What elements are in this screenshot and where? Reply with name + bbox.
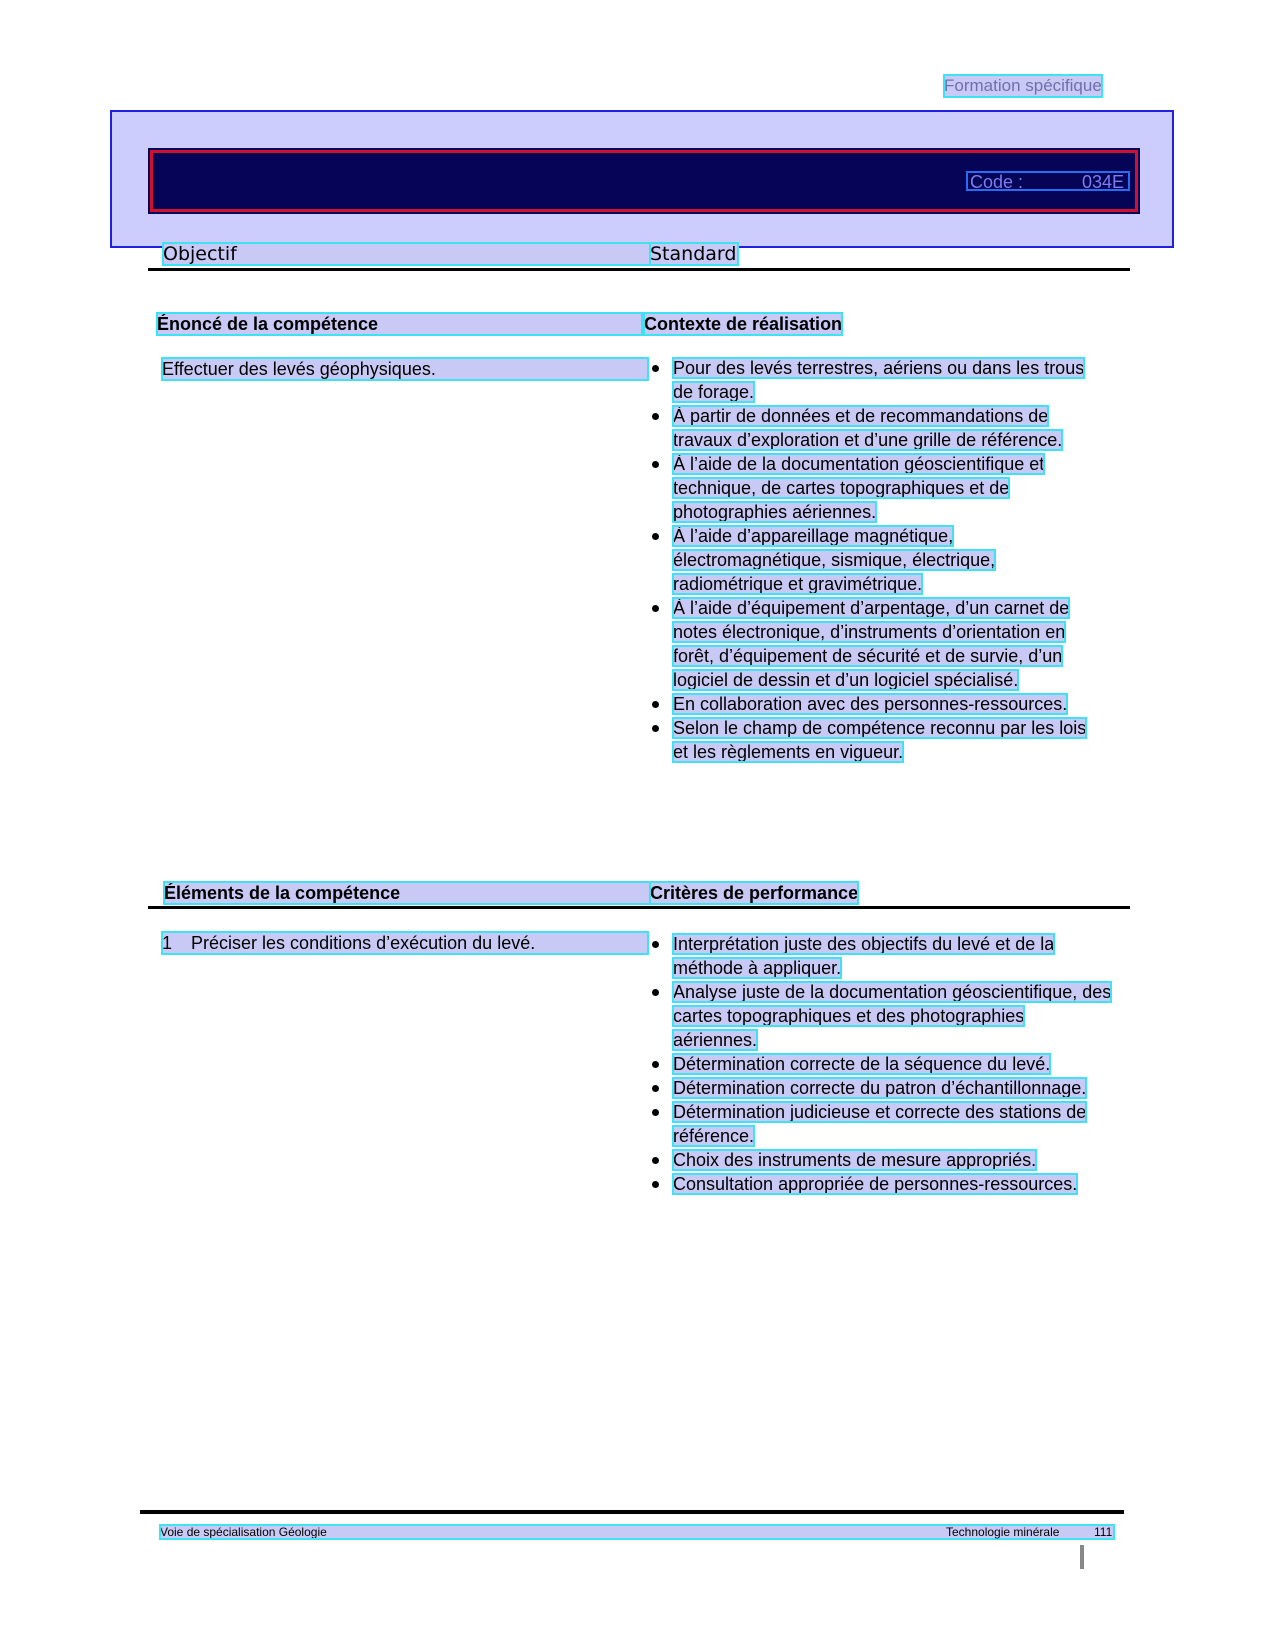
list-item-text: À partir de données et de recommandations de travaux d’exploration et d’une grille de référence.	[673, 406, 1063, 450]
bullet-icon	[652, 461, 659, 468]
list-item	[673, 596, 1103, 692]
bullet-icon	[652, 725, 659, 732]
column-title-objective-text: Objectif	[163, 243, 237, 265]
bullet-icon	[652, 533, 659, 540]
list-item	[673, 1052, 1113, 1076]
list-item-text: À l’aide de la documentation géoscientifique et technique, de cartes topographiques et de photographies aériennes.	[673, 454, 1045, 522]
document-section-label: Formation spécifique	[944, 76, 1102, 95]
bullet-icon	[652, 1181, 659, 1188]
competence-statement-text: Effectuer des levés géophysiques.	[162, 359, 436, 379]
statement-heading	[157, 313, 642, 335]
bullet-icon	[652, 1109, 659, 1116]
bullet-icon	[652, 1157, 659, 1164]
column-title-standard: Standard	[650, 243, 737, 265]
bullet-icon	[652, 701, 659, 708]
list-item-text: Détermination correcte de la séquence du levé.	[673, 1054, 1051, 1074]
code-label: Code :	[970, 172, 1024, 192]
elements-rule	[148, 906, 1130, 909]
list-item-text: À l’aide d’appareillage magnétique, électromagnétique, sismique, électrique, radiométrique et gravimétrique.	[673, 526, 996, 594]
criteria-heading: Critères de performance	[650, 883, 859, 903]
list-item	[673, 1100, 1113, 1148]
footer-left-text: Voie de spécialisation Géologie	[160, 1525, 327, 1539]
code-value: 034E	[1082, 172, 1125, 192]
element-row	[162, 932, 648, 954]
bullet-icon	[652, 941, 659, 948]
header-rule	[148, 268, 1130, 271]
list-item	[673, 692, 1103, 716]
footer-rule	[140, 1510, 1124, 1514]
bullet-icon	[652, 413, 659, 420]
list-item	[673, 1172, 1113, 1196]
statement-heading-text: Énoncé de la compétence	[157, 314, 379, 334]
list-item	[673, 1076, 1113, 1100]
list-item	[673, 980, 1113, 1052]
list-item	[673, 524, 1103, 596]
criteria-list	[673, 932, 1113, 1196]
list-item	[673, 932, 1113, 980]
list-item-text: En collaboration avec des personnes-ressources.	[673, 694, 1068, 714]
elements-heading-text: Éléments de la compétence	[164, 883, 401, 903]
footer-page-number: 111	[1094, 1525, 1113, 1539]
list-item-text: À l’aide d’équipement d’arpentage, d’un carnet de notes électronique, d’instruments d’orientation en forêt, d’équipement de sécurité et de survie, d’un logiciel de dessin et d’un logiciel spécialisé.	[673, 598, 1070, 690]
list-item	[673, 1148, 1113, 1172]
list-item-text: Analyse juste de la documentation géoscientifique, des cartes topographiques et des photographies aériennes.	[673, 982, 1112, 1050]
list-item-text: Pour des levés terrestres, aériens ou dans les trous de forage.	[673, 358, 1085, 402]
list-item-text: Détermination correcte du patron d’échantillonnage.	[673, 1078, 1087, 1098]
list-item-text: Selon le champ de compétence reconnu par les lois et les règlements en vigueur.	[673, 718, 1087, 762]
list-item	[673, 356, 1103, 404]
bullet-icon	[652, 989, 659, 996]
list-item-text: Détermination judicieuse et correcte des stations de référence.	[673, 1102, 1087, 1146]
list-item-text: Interprétation juste des objectifs du levé et de la méthode à appliquer.	[673, 934, 1055, 978]
list-item-text: Choix des instruments de mesure appropriés.	[673, 1150, 1037, 1170]
elements-heading	[164, 882, 650, 904]
context-list	[673, 356, 1103, 764]
list-item	[673, 452, 1103, 524]
list-item-text: Consultation appropriée de personnes-ressources.	[673, 1174, 1078, 1194]
competence-statement	[162, 358, 648, 380]
context-heading: Contexte de réalisation	[644, 314, 843, 334]
bullet-icon	[652, 1061, 659, 1068]
list-item	[673, 404, 1103, 452]
bullet-icon	[652, 605, 659, 612]
footer-right-text: Technologie minérale	[946, 1525, 1060, 1539]
bullet-icon	[652, 365, 659, 372]
list-item	[673, 716, 1103, 764]
page-marker	[1080, 1545, 1084, 1569]
element-text: Préciser les conditions d’exécution du levé.	[191, 933, 536, 953]
bullet-icon	[652, 1085, 659, 1092]
element-number: 1	[162, 933, 173, 953]
